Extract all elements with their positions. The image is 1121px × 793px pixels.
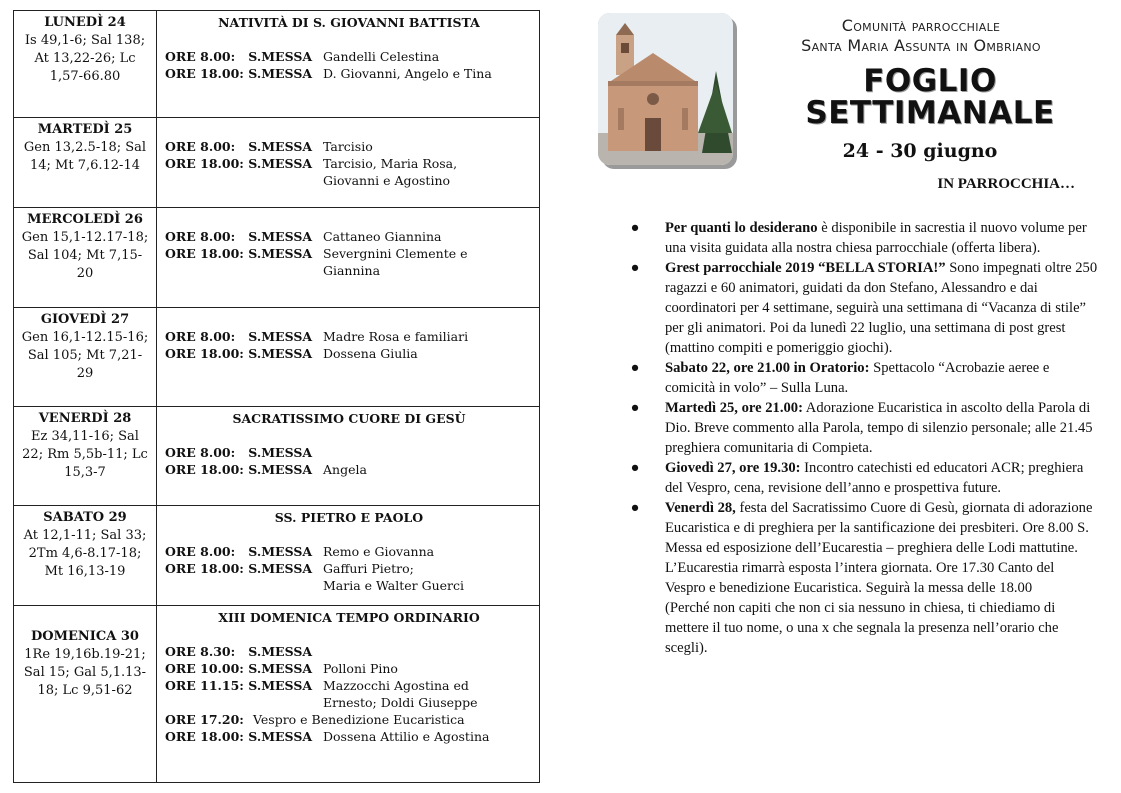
bullet-icon: ● (630, 400, 640, 416)
notice-paragraph: L’Eucarestia rimarrà esposta l’intera giornata. Ore 17.30 Canto del Vespro e benedizione Eucaristica. Seguirà la messa delle 18.00 (665, 560, 1055, 596)
mass-entry (165, 65, 533, 82)
day-cell (14, 407, 157, 505)
mass-intention: Mazzocchi Agostina ed Ernesto; Doldi Giuseppe (323, 678, 478, 710)
bullet-icon: ● (630, 460, 640, 476)
mass-entry (165, 643, 533, 660)
mass-time-label: ORE 18.00: S.MESSA (165, 156, 313, 171)
liturgy-readings: At 12,1-11; Sal 33; 2Tm 4,6-8.17-18; Mt 16,13-19 (23, 528, 147, 579)
day-cell (14, 118, 157, 207)
bullet-icon: ● (630, 500, 640, 516)
notice-text: Adorazione Eucaristica in ascolto della Parola di Dio. Breve commento alla Parola, tempo di silenzio personale; alle 21.45 preghiera comunitaria di Compieta. (665, 400, 1093, 456)
feast-title: NATIVITÀ DI S. GIOVANNI BATTISTA (218, 15, 480, 30)
mass-time-label: ORE 8.00: S.MESSA (165, 544, 313, 559)
notice-text: festa del Sacratissimo Cuore di Gesù, giornata di adorazione Eucaristica e di preghiera per la santificazione dei presbiteri. Ore 8.00 S. Messa ed esposizione dell’Eucarestia – preghiera delle Lodi mattutine. (665, 500, 1093, 556)
notice-heading: Grest parrocchiale 2019 “BELLA STORIA!” (665, 260, 946, 276)
mass-intention: Dossena Attilio e Agostina (323, 729, 490, 744)
day-cell (14, 606, 157, 782)
mass-time-label: ORE 11.15: S.MESSA (165, 678, 313, 693)
liturgy-readings: Gen 15,1-12.17-18; Sal 104; Mt 7,15-20 (21, 230, 149, 281)
mass-entry (165, 660, 533, 677)
notice-heading: Martedì 25, ore 21.00: (665, 400, 803, 416)
schedule-day-row (14, 118, 539, 208)
mass-entry (165, 245, 533, 279)
bullet-icon: ● (630, 260, 640, 276)
masses-cell (157, 606, 539, 782)
day-name: MERCOLEDÌ 26 (27, 212, 143, 227)
notice-heading: Sabato 22, ore 21.00 in Oratorio: (665, 360, 870, 376)
mass-schedule-table (13, 10, 540, 783)
day-name: VENERDÌ 28 (38, 411, 132, 426)
mass-entry (165, 543, 533, 560)
mass-intention: Angela (323, 462, 367, 477)
mass-time-label: ORE 17.20: (165, 712, 244, 727)
parish-name-line1: Comunità parrocchiale (841, 16, 1001, 35)
mass-intention: Vespro e Benedizione Eucaristica (253, 712, 465, 727)
masses-cell (157, 208, 539, 307)
masses-cell (157, 506, 539, 605)
masses-cell (157, 11, 539, 117)
mass-intention: Madre Rosa e familiari (323, 329, 469, 344)
feast-title: XIII DOMENICA TEMPO ORDINARIO (218, 610, 480, 625)
notice-heading: Venerdì 28, (665, 500, 736, 516)
notice-item (628, 458, 1098, 498)
liturgy-readings: 1Re 19,16b.19-21; Sal 15; Gal 5,1.13-18; Lc 9,51-62 (23, 647, 147, 698)
liturgy-readings: Gen 16,1-12.15-16; Sal 105; Mt 7,21-29 (21, 330, 149, 381)
parish-name-line2: Santa Maria Assunta in Ombriano (801, 36, 1041, 55)
day-name: LUNEDÌ 24 (44, 15, 126, 30)
parish-notices-list (628, 218, 1098, 658)
mass-entry (165, 328, 533, 345)
notice-heading: Per quanti lo desiderano (665, 220, 818, 236)
mass-intention: Tarcisio (323, 139, 373, 154)
mass-intention: Gandelli Celestina (323, 49, 440, 64)
mass-time-label: ORE 18.00: S.MESSA (165, 729, 313, 744)
mass-entry (165, 444, 533, 461)
masses-cell (157, 308, 539, 406)
masses-cell (157, 407, 539, 505)
church-photo (598, 13, 733, 165)
schedule-day-row (14, 208, 539, 308)
mass-time-label: ORE 8.30: S.MESSA (165, 644, 313, 659)
notice-item (628, 258, 1098, 358)
day-cell (14, 11, 157, 117)
mass-time-label: ORE 18.00: S.MESSA (165, 66, 313, 81)
mass-time-label: ORE 8.00: S.MESSA (165, 139, 313, 154)
newsletter-title-line2: SETTIMANALE (805, 95, 1055, 131)
liturgy-readings: Gen 13,2.5-18; Sal 14; Mt 7,6.12-14 (23, 140, 147, 173)
section-heading: IN PARROCCHIA… (937, 176, 1075, 192)
mass-time-label: ORE 18.00: S.MESSA (165, 246, 313, 261)
mass-time-label: ORE 18.00: S.MESSA (165, 462, 313, 477)
notice-item (628, 398, 1098, 458)
bullet-icon: ● (630, 220, 640, 236)
mass-intention: Gaffuri Pietro; Maria e Walter Guerci (323, 561, 465, 593)
mass-entry (165, 138, 533, 155)
mass-entry (165, 48, 533, 65)
mass-time-label: ORE 8.00: S.MESSA (165, 49, 313, 64)
schedule-day-row (14, 506, 539, 606)
day-cell (14, 308, 157, 406)
notice-paragraph: (Perché non capiti che non ci sia nessuno in chiesa, ti chiediamo di mettere il tuo nome, o una x che segnala la presenza nell’orario che scegli). (665, 600, 1059, 656)
liturgy-readings: Is 49,1-6; Sal 138; At 13,22-26; Lc 1,57-66.80 (24, 33, 146, 84)
notice-item (628, 358, 1098, 398)
notice-text: Incontro catechisti ed educatori ACR; preghiera del Vespro, cena, revisione dell’anno e prospettiva future. (665, 460, 1084, 496)
mass-entry (165, 228, 533, 245)
mass-intention: Remo e Giovanna (323, 544, 435, 559)
notice-item (628, 498, 1098, 658)
schedule-day-row (14, 407, 539, 506)
schedule-day-row (14, 11, 539, 118)
bullet-icon: ● (630, 360, 640, 376)
schedule-day-row (14, 308, 539, 407)
mass-entry (165, 155, 533, 189)
mass-time-label: ORE 18.00: S.MESSA (165, 561, 313, 576)
day-name: MARTEDÌ 25 (37, 122, 133, 137)
mass-intention: D. Giovanni, Angelo e Tina (323, 66, 492, 81)
day-name: DOMENICA 30 (31, 629, 139, 644)
mass-entry (165, 461, 533, 478)
mass-intention: Severgnini Clemente e Giannina (323, 246, 468, 278)
masses-cell (157, 118, 539, 207)
mass-intention: Tarcisio, Maria Rosa, Giovanni e Agostino (323, 156, 458, 188)
day-name: GIOVEDÌ 27 (40, 312, 130, 327)
liturgy-readings: Ez 34,11-16; Sal 22; Rm 5,5b-11; Lc 15,3-7 (22, 429, 148, 480)
schedule-day-row (14, 606, 539, 782)
day-cell (14, 506, 157, 605)
mass-time-label: ORE 8.00: S.MESSA (165, 445, 313, 460)
notice-text: è disponibile in sacrestia il nuovo volume per una visita guidata alla nostra chiesa parrocchiale (offerta libera). (665, 220, 1087, 256)
mass-entry (165, 560, 533, 594)
notice-text: Sono impegnati oltre 250 ragazzi e 60 animatori, guidati da don Stefano, Alessandro e dai coordinatori per 4 settimane, seguirà una settimana di “Vacanza di stile” per gli animatori. Poi da lunedì 22 luglio, una settimana di post grest (mattino compiti e pomeriggio giochi). (665, 260, 1098, 356)
mass-entry (165, 345, 533, 362)
feast-title: SACRATISSIMO CUORE DI GESÙ (232, 411, 466, 426)
mass-time-label: ORE 10.00: S.MESSA (165, 661, 313, 676)
notice-heading: Giovedì 27, ore 19.30: (665, 460, 801, 476)
week-date-range: 24 - 30 giugno (842, 140, 998, 162)
day-cell (14, 208, 157, 307)
mass-intention: Dossena Giulia (323, 346, 418, 361)
mass-time-label: ORE 8.00: S.MESSA (165, 329, 313, 344)
mass-entry (165, 711, 533, 728)
newsletter-title-line1: FOGLIO (863, 63, 997, 99)
mass-entry (165, 728, 533, 745)
feast-title: SS. PIETRO E PAOLO (274, 510, 424, 525)
notice-text: Spettacolo “Acrobazie aeree e comicità in volo” – Sulla Luna. (665, 360, 1050, 396)
mass-entry (165, 677, 533, 711)
mass-time-label: ORE 8.00: S.MESSA (165, 229, 313, 244)
notice-item (628, 218, 1098, 258)
day-name: SABATO 29 (43, 510, 127, 525)
mass-intention: Cattaneo Giannina (323, 229, 442, 244)
mass-time-label: ORE 18.00: S.MESSA (165, 346, 313, 361)
mass-intention: Polloni Pino (323, 661, 398, 676)
